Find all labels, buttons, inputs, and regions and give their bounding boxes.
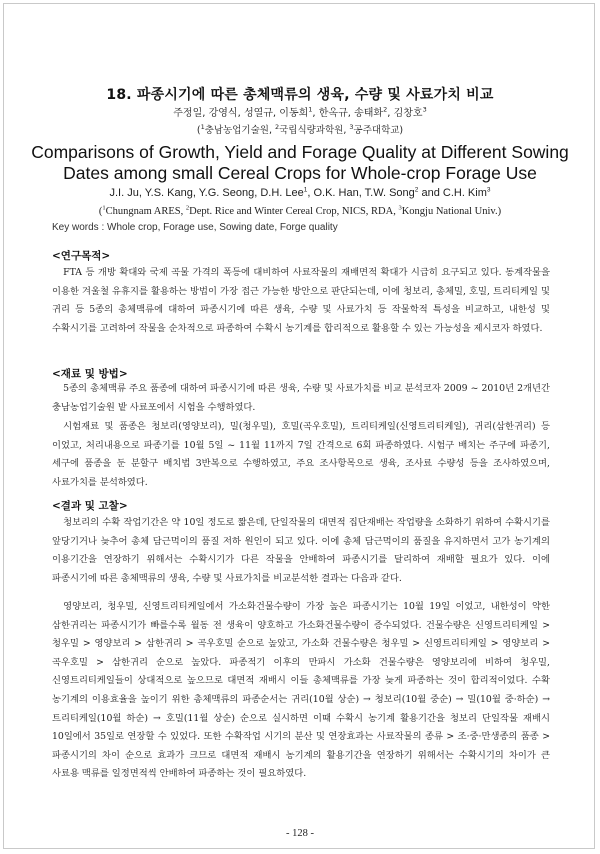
affiliation-mark: 2 <box>383 105 388 114</box>
affiliation-mark: 3 <box>398 204 402 212</box>
english-affiliations <box>0 206 600 217</box>
paren: ( <box>196 125 201 136</box>
paragraph-purpose: FTA 등 개방 확대와 국제 곡물 가격의 폭등에 대비하여 사료작물의 재배면적 확대가 시급히 요구되고 있다. 동계작물을 이용한 겨울철 유휴지를 활용하는 방법이 가장 접근 가능한 방안으로 판단되는데, 이에 청보리, 총체밀, 호밀, 트리티케일 및 귀리 등 5종의 총체맥류에 대하여 파종시기에 따른 생육, 수량 및 사료가치 등 작물학적 특성을 비교하고, 내한성 및 수확시기를 고려하여 작물을 순차적으로 파종하여 수확시 농기계를 합리적으로 활용할 수 있는 가능성을 제시코자 하였다. <box>52 267 550 334</box>
affiliation: Dept. Rice and Winter Cereal Crop, NICS, RDA, <box>189 206 399 217</box>
paren: ( <box>98 206 103 217</box>
affiliation: 충남농업기술원, <box>204 125 275 136</box>
author-group: and C.H. Kim <box>418 187 487 199</box>
affiliation-mark: 3 <box>486 186 491 194</box>
author-group: , 한옥규, 송태화 <box>312 108 384 119</box>
paragraph-results-2: 영양보리, 청우밀, 신영트리티케일에서 가소화건물수량이 가장 높은 파종시기는 10월 19일 이었고, 내한성이 약한 삼한귀리는 파종시기가 빠를수록 월동 전 생육이 양호하고 가소화건물수량이 증수되었다. 건물수량은 신영트리티케일 > 청우밀 > 영양보리 > 삼한귀리 > 곡우호밀 순으로 높았고, 가소화 건물수량은 청우밀 > 신영트리티케일 > 영양보리 > 곡우호밀 > 삼한귀리 순으로 높았다. 파종적기 이후의 만파시 가소화 건물수량은 영양보리에 비하여 청우밀, 신영트리티케일들이 상대적으로 높으므로 대면적 재배시 이들 총체맥류를 가장 늦게 파종하는 것이 합리적이었다. 수확 농기계의 이용효율을 높이기 위한 총체맥류의 파종순서는 귀리(10월 상순) → 청보리(10월 중순) → 밀(10월 중·하순) → 트리티케일(10월 하순) → 호밀(11월 상순) 순으로 실시하면 이때 수확시 농기계 활용기간을 청보리 단일작물 재배시 10일에서 35일로 연장할 수 있었다. 또한 수확작업 시기의 분산 및 연장효과는 사료작물의 종류 > 조·중·만생종의 품종 > 파종시기의 차이 순으로 효과가 크므로 대면적 재배시 농기계의 활용기간을 연장하기 위해서는 수확시기의 차이가 큰 사료용 맥류를 일정면적씩 안배하여 파종하는 것이 필요하였다. <box>52 601 550 780</box>
section-heading-results: <결과 및 고찰> <box>52 500 128 512</box>
affiliation: 공주대학교) <box>353 125 404 136</box>
author-group: , O.K. Han, T.W. Song <box>307 187 415 199</box>
paragraph-methods-2: 시험재료 및 품종은 청보리(영양보리), 밀(청우밀), 호밀(곡우호밀), 트리티케일(신영트리티케일), 귀리(삼한귀리) 등 이었고, 처리내용으로 파종기를 10월 5일 ~ 11월 11까지 7일 간격으로 6회 파종하였다. 시험구 배치는 주구에 파종기, 세구에 품종을 둔 분할구 배치법 3반복으로 수행하였고, 주요 조사항목으로 생육, 조사료 수량성 등을 조사하였으며, 사료가치를 분석하였다. <box>52 421 550 488</box>
affiliation: Chungnam ARES, <box>105 206 186 217</box>
author-group: J.I. Ju, Y.S. Kang, Y.G. Seong, D.H. Lee <box>109 187 304 199</box>
affiliation-mark: 2 <box>274 122 280 131</box>
affiliation: 국립식량과학원, <box>279 125 350 136</box>
affiliation-mark: 3 <box>422 105 427 114</box>
affiliation-mark: 2 <box>414 186 419 194</box>
keywords: Key words : Whole crop, Forage use, Sowing date, Forge quality <box>52 222 338 233</box>
affiliation-mark: 1 <box>200 122 205 131</box>
author-group: , 김창호 <box>387 108 423 119</box>
korean-affiliations <box>0 122 600 136</box>
affiliation-mark: 1 <box>102 204 106 212</box>
affiliation-mark: 1 <box>303 186 308 194</box>
page-number: - 128 - <box>286 828 314 839</box>
author-group: 주정일, 강영식, 성열규, 이동희 <box>173 108 309 119</box>
affiliation-mark: 3 <box>349 122 354 131</box>
english-title-line-2: Dates among small Cereal Crops for Whole-crop Forage Use <box>63 163 537 183</box>
paragraph-results-1: 청보리의 수확 작업기간은 약 10일 정도로 짧은데, 단일작물의 대면적 집단재배는 작업량을 소화하기 위하여 수확시기를 앞당기거나 늦추어 총체 담근먹이의 품질 저하 원인이 되고 있다. 이에 총체 담근먹이의 품질을 유지하면서 고가 농기계의 이용기간을 연장하기 위해서는 수확시기가 다른 작물을 안배하여 파종시기를 달리하여 재배할 필요가 있다. 이에 파종시기에 따른 총체맥류의 생육, 수량 및 사료가치를 비교분석한 결과는 다음과 같다. <box>52 517 550 584</box>
english-authors <box>0 187 600 199</box>
affiliation-mark: 2 <box>185 204 190 212</box>
affiliation: Kongju National Univ.) <box>401 206 502 217</box>
section-heading-purpose: <연구목적> <box>52 250 111 262</box>
korean-authors <box>0 104 600 119</box>
english-title-line-1: Comparisons of Growth, Yield and Forage Quality at Different Sowing <box>31 142 569 162</box>
section-heading-methods: <재료 및 방법> <box>52 368 128 380</box>
korean-title: 18. 파종시기에 따른 총체맥류의 생육, 수량 및 사료가치 비교 <box>106 87 494 103</box>
affiliation-mark: 1 <box>308 105 313 114</box>
paragraph-methods-1: 5종의 총체맥류 주요 품종에 대하여 파종시기에 따른 생육, 수량 및 사료가치를 비교 분석코자 2009 ~ 2010년 2개년간 충남농업기술원 밭 사료포에서 시험을 수행하였다. <box>52 383 550 413</box>
